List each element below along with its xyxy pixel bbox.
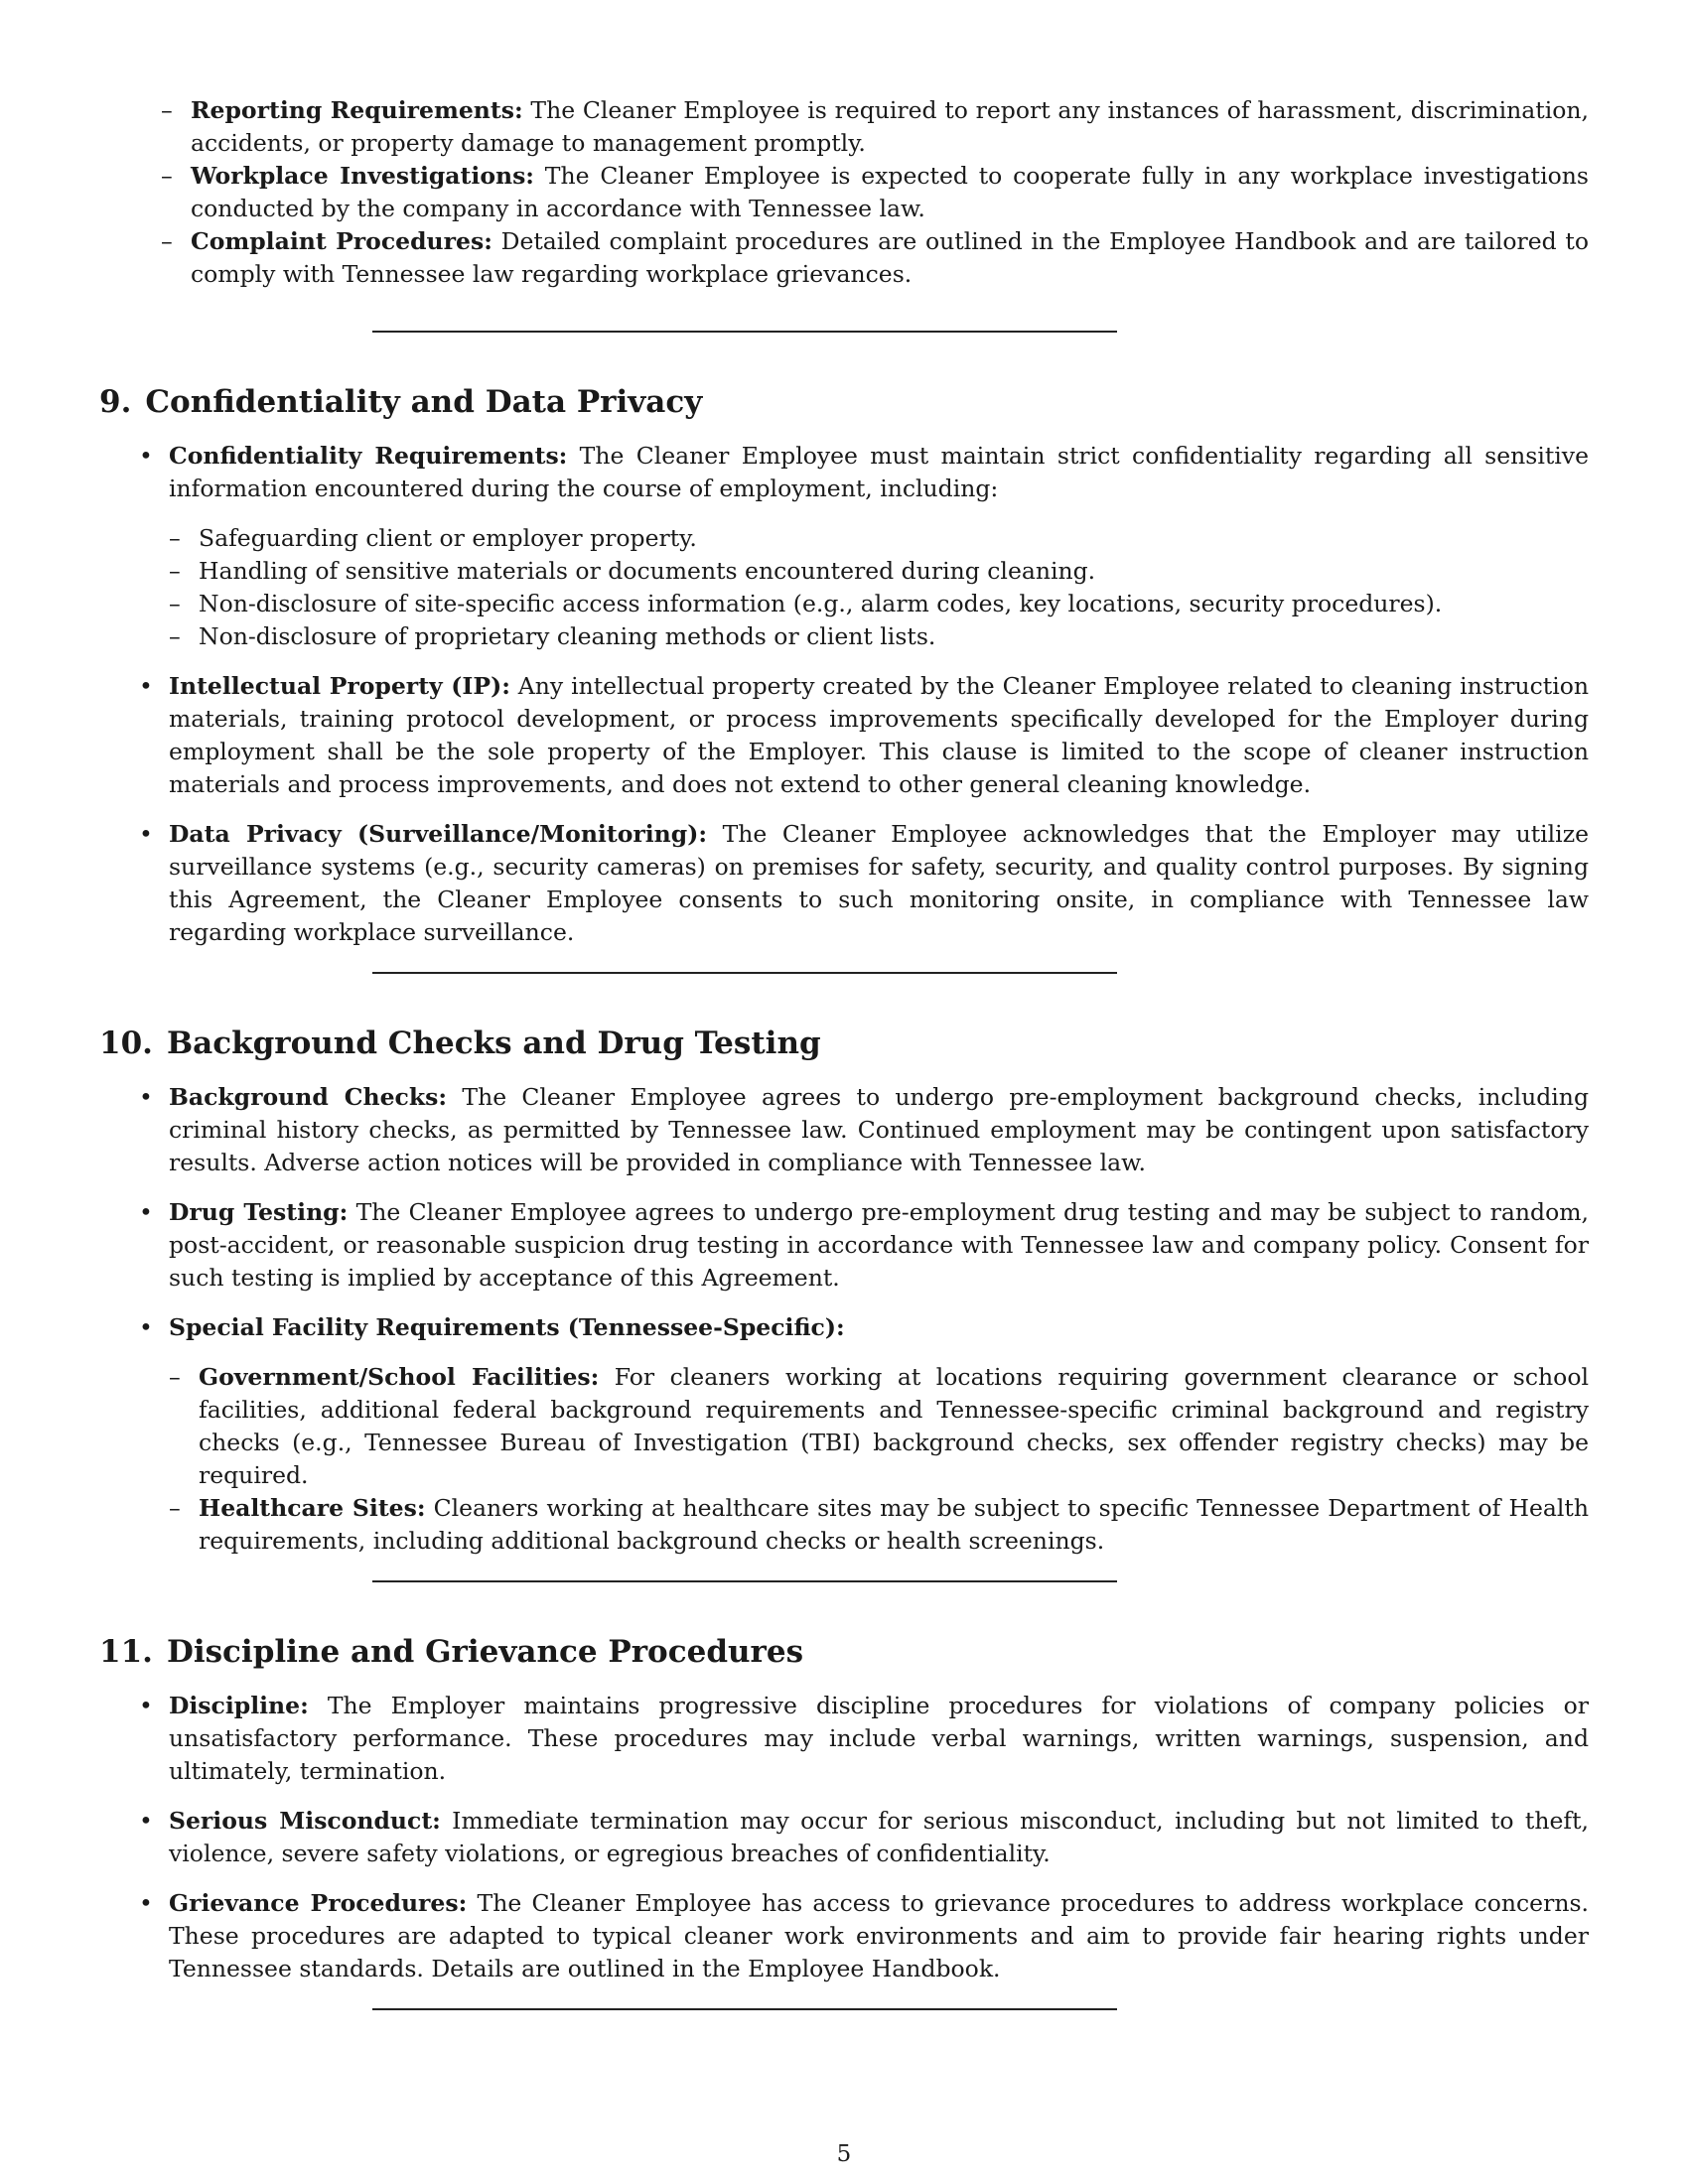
list-item (139, 1311, 1589, 1558)
section-title: Background Checks and Drug Testing (166, 1025, 821, 1061)
item-label: Data Privacy (Surveillance/Monitoring): (169, 820, 707, 848)
sub-list-item: – Non-disclosure of site-specific access information (e.g., alarm codes, key locations, security procedures). (169, 588, 1589, 620)
item-label: Drug Testing: (169, 1198, 349, 1226)
item-label: Complaint Procedures: (191, 227, 492, 255)
section-number: 10. (99, 1025, 153, 1061)
item-text: The Cleaner Employee has access to grievance procedures to address workplace concerns. These procedures are adapted to typical cleaner work environments and aim to provide fair hearing rights under Tennessee standards. Details are outlined in the Employee Handbook. (169, 1889, 1589, 1982)
item-label: Serious Misconduct: (169, 1807, 441, 1835)
item-text: Detailed complaint procedures are outlined in the Employee Handbook and are tailored to comply with Tennessee law regarding workplace grievances. (191, 227, 1589, 288)
section-number: 11. (99, 1634, 153, 1670)
sub-list-item: – Safeguarding client or employer property. (169, 522, 1589, 555)
sub-list-item (169, 1361, 1589, 1492)
section-9-list (99, 440, 1589, 949)
sub-list-item (169, 1492, 1589, 1558)
item-label: Reporting Requirements: (191, 96, 523, 124)
section-10-list (99, 1081, 1589, 1558)
item-text: The Employer maintains progressive discipline procedures for violations of company policies or unsatisfactory performance. These procedures may include verbal warnings, written warnings, suspension, and ultimately, termination. (169, 1692, 1589, 1785)
list-item (139, 670, 1589, 801)
section-number: 9. (99, 384, 132, 420)
confidentiality-sublist (169, 522, 1589, 653)
item-label: Workplace Investigations: (191, 162, 534, 190)
section-title: Confidentiality and Data Privacy (145, 384, 703, 420)
item-text: Cleaners working at healthcare sites may be subject to specific Tennessee Department of Health requirements, including additional background checks or health screenings. (199, 1494, 1589, 1555)
item-label: Intellectual Property (IP): (169, 672, 510, 700)
list-item (161, 160, 1589, 225)
section-divider (372, 2008, 1117, 2010)
section-heading (99, 1634, 1589, 1670)
page-number: 5 (836, 2141, 852, 2167)
sub-list-item: – Non-disclosure of proprietary cleaning methods or client lists. (169, 620, 1589, 653)
item-label: Discipline: (169, 1692, 309, 1719)
item-text: The Cleaner Employee must maintain strict confidentiality regarding all sensitive information encountered during the course of employment, including: (169, 442, 1589, 502)
section-11-list (99, 1690, 1589, 1985)
list-item (161, 225, 1589, 291)
item-label: Grievance Procedures: (169, 1889, 468, 1917)
item-label: Confidentiality Requirements: (169, 442, 568, 470)
item-text: Any intellectual property created by the Cleaner Employee related to cleaning instruction materials, training protocol development, or process improvements specifically developed for the Employer during employment shall be the sole property of the Employer. This clause is limited to the scope of cleaner instruction materials and process improvements, and does not extend to other general cleaning knowledge. (169, 672, 1589, 798)
section-heading (99, 384, 1589, 420)
list-item (139, 818, 1589, 949)
item-text: The Cleaner Employee is required to report any instances of harassment, discrimination, accidents, or property damage to management promptly. (191, 96, 1589, 157)
document-page (99, 94, 1589, 2010)
list-item (139, 1196, 1589, 1295)
list-item (139, 1887, 1589, 1985)
reporting-list (99, 94, 1589, 291)
item-text: Immediate termination may occur for serious misconduct, including but not limited to theft, violence, severe safety violations, or egregious breaches of confidentiality. (169, 1807, 1589, 1867)
item-label: Government/School Facilities: (199, 1363, 600, 1391)
list-item (139, 1081, 1589, 1179)
section-divider (372, 1580, 1117, 1582)
item-text: The Cleaner Employee agrees to undergo pre-employment drug testing and may be subject to random, post-accident, or reasonable suspicion drug testing in accordance with Tennessee law and company policy. Consent for such testing is implied by acceptance of this Agreement. (169, 1198, 1589, 1292)
list-item (139, 1690, 1589, 1788)
list-item (139, 440, 1589, 653)
list-item (139, 1805, 1589, 1870)
item-text: For cleaners working at locations requiring government clearance or school facilities, additional federal background requirements and Tennessee-specific criminal background and registry checks (e.g., Tennessee Bureau of Investigation (TBI) background checks, sex offender registry checks) may be required. (199, 1363, 1589, 1489)
item-text: The Cleaner Employee agrees to undergo pre-employment background checks, including criminal history checks, as permitted by Tennessee law. Continued employment may be contingent upon satisfactory results. Adverse action notices will be provided in compliance with Tennessee law. (169, 1083, 1589, 1176)
section-divider (372, 972, 1117, 974)
item-label: Healthcare Sites: (199, 1494, 426, 1522)
section-heading (99, 1025, 1589, 1061)
item-label: Special Facility Requirements (Tennessee-Specific): (169, 1313, 845, 1341)
section-title: Discipline and Grievance Procedures (166, 1634, 804, 1670)
section-divider (372, 331, 1117, 333)
item-label: Background Checks: (169, 1083, 448, 1111)
item-text: The Cleaner Employee is expected to cooperate fully in any workplace investigations conducted by the company in accordance with Tennessee law. (191, 162, 1589, 222)
list-item (161, 94, 1589, 160)
sub-list-item: – Handling of sensitive materials or documents encountered during cleaning. (169, 555, 1589, 588)
special-facility-sublist (169, 1361, 1589, 1558)
item-text: The Cleaner Employee acknowledges that the Employer may utilize surveillance systems (e.g., security cameras) on premises for safety, security, and quality control purposes. By signing this Agreement, the Cleaner Employee consents to such monitoring onsite, in compliance with Tennessee law regarding workplace surveillance. (169, 820, 1589, 946)
